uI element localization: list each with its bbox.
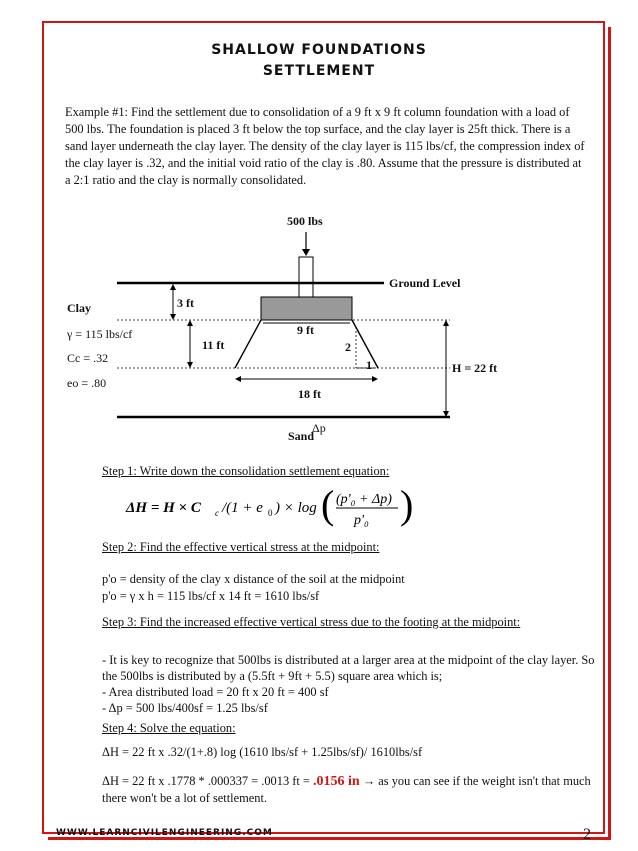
- step4-line2-start: ΔH = 22 ft x .1778 * .000337 = .0013 ft =: [102, 774, 313, 788]
- load-arrowhead: [302, 249, 310, 256]
- svg-text:): ): [400, 482, 414, 527]
- sand-label: Sand: [288, 429, 315, 443]
- svg-text:0: 0: [268, 508, 273, 518]
- step2-line1: p'o = density of the clay x distance of the soil at the midpoint: [102, 572, 405, 586]
- width-18ft-label: 18 ft: [298, 387, 321, 401]
- clay-compression-index: Cc = .32: [67, 351, 109, 365]
- settlement-equation: [118, 482, 418, 532]
- svg-text:/(1 + e: /(1 + e: [222, 500, 263, 516]
- slope-ratio-2-label: 2: [345, 340, 351, 354]
- step4-line1: ΔH = 22 ft x .32/(1+.8) log (1610 lbs/sf + 1.25lbs/sf)/ 1610lbs/sf: [102, 745, 423, 759]
- footer-website: WWW.LEARNCIVILENGINEERING.COM: [56, 828, 273, 838]
- clay-void-ratio: eo = .80: [67, 376, 107, 390]
- svg-text:c: c: [215, 508, 219, 518]
- step3-paragraph: - It is key to recognize that 500lbs is distributed at a larger area at the midpoint of the clay layer. So the 500lbs is distributed by a (5.5ft + 9ft + 5.5) square area which is;: [102, 653, 595, 683]
- problem-statement: Example #1: Find the settlement due to consolidation of a 9 ft x 9 ft column foundation with a load of 500 lbs. The foundation is placed 3 ft below the top surface, and the clay layer is 25ft thick. There is a sand layer underneath the clay layer. The density of the clay layer is 115 lbs/cf, the compression index of the clay layer is .32, and the initial void ratio of the clay is .80. Assume that the pressure is distributed at a 2:1 ratio and the clay is normally consolidated.: [65, 105, 585, 187]
- depth-11ft-label: 11 ft: [202, 338, 225, 352]
- svg-text:(: (: [321, 482, 335, 527]
- page-number: 2: [583, 826, 591, 843]
- page-subtitle: SETTLEMENT: [262, 63, 376, 79]
- step4-heading: Step 4: Solve the equation:: [102, 721, 236, 735]
- load-label: 500 lbs: [287, 214, 323, 228]
- svg-text:(p'₀ + Δp): (p'₀ + Δp): [336, 492, 392, 507]
- ground-level-label: Ground Level: [389, 276, 461, 290]
- depth-3ft-label: 3 ft: [177, 296, 194, 310]
- footing: [261, 297, 352, 320]
- step2-heading: Step 2: Find the effective vertical stress at the midpoint:: [102, 540, 380, 554]
- settlement-result: .0156 in: [313, 774, 360, 789]
- svg-text:ΔH = H × C: ΔH = H × C: [126, 500, 201, 516]
- step4-line2-end: → as you can see if the weight isn't that much there won't be a lot of settlement.: [102, 774, 591, 805]
- delta-p-label: Δp: [312, 421, 326, 435]
- step4-line2: [102, 773, 597, 807]
- svg-text:) × log: ) × log: [275, 500, 317, 516]
- svg-text:p'₀: p'₀: [354, 513, 369, 528]
- distribution-line-left: [235, 320, 261, 368]
- clay-density: γ = 115 lbs/cf: [67, 327, 133, 341]
- page-title: SHALLOW FOUNDATIONS: [211, 42, 427, 58]
- step2-line2: p'o = γ x h = 115 lbs/cf x 14 ft = 1610 lbs/sf: [102, 589, 320, 603]
- width-9ft-label: 9 ft: [297, 323, 314, 337]
- step3-line2: - Δp = 500 lbs/400sf = 1.25 lbs/sf: [102, 701, 268, 715]
- step3-line1: - Area distributed load = 20 ft x 20 ft = 400 sf: [102, 685, 329, 699]
- step3-heading: Step 3: Find the increased effective vertical stress due to the footing at the midpoint:: [102, 615, 521, 629]
- height-label: H = 22 ft: [452, 361, 498, 375]
- step1-heading: Step 1: Write down the consolidation settlement equation:: [102, 464, 390, 478]
- column: [299, 257, 313, 297]
- slope-ratio-1-label: 1: [366, 358, 372, 372]
- clay-title: Clay: [67, 301, 91, 315]
